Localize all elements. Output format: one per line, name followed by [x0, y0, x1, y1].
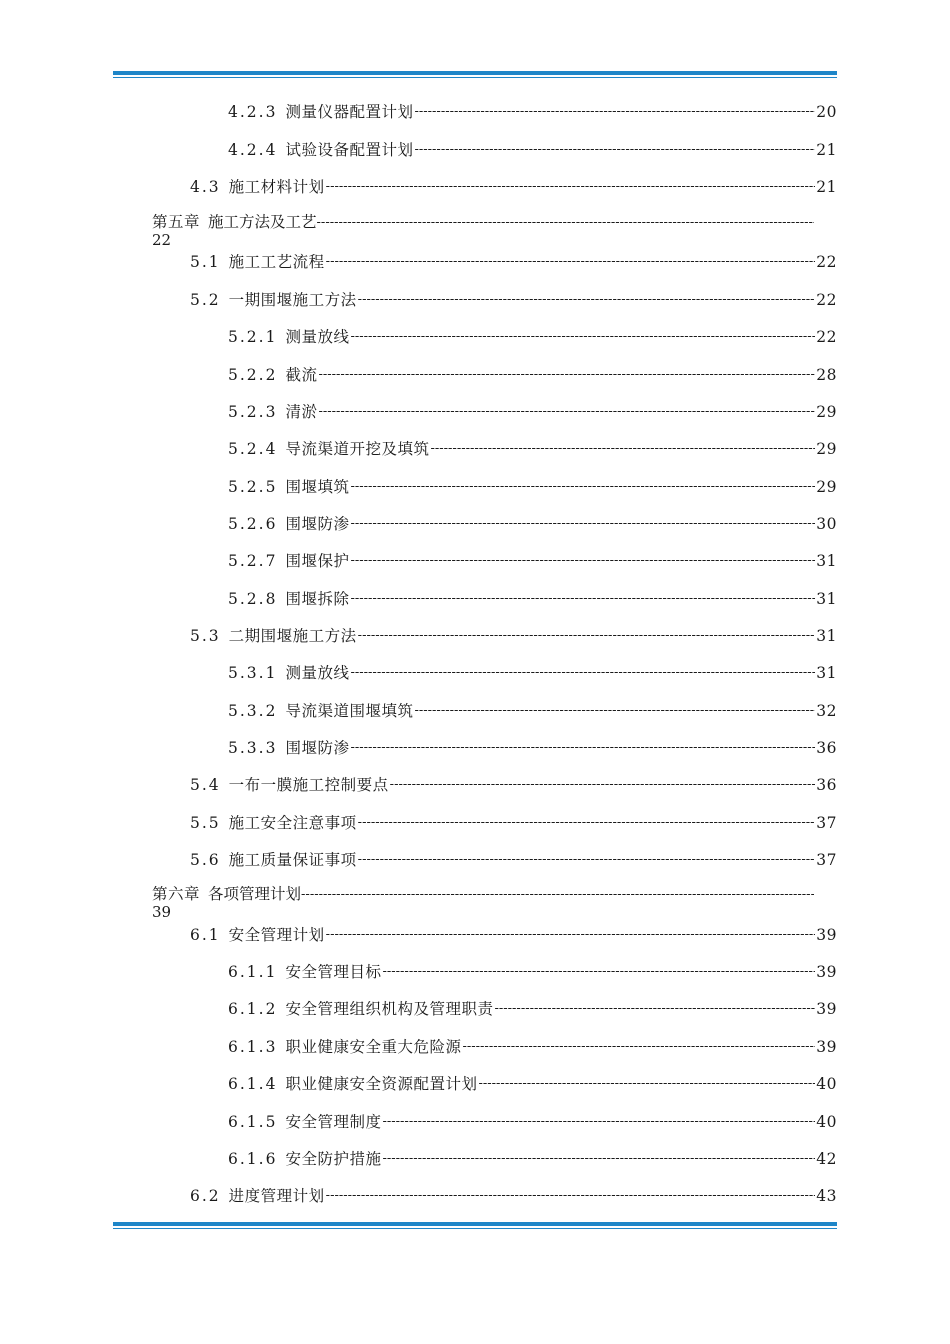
toc-title: 导流渠道开挖及填筑 [285, 440, 430, 458]
toc-number: 5.2.2 [228, 366, 278, 384]
toc-title: 试验设备配置计划 [285, 141, 414, 159]
toc-number: 5.2.4 [228, 440, 278, 458]
toc-page-number: 22 [152, 231, 172, 249]
toc-number: 5.3.1 [228, 664, 278, 682]
toc-leader [382, 960, 815, 984]
toc-title: 施工安全注意事项 [228, 814, 357, 832]
toc-leader [414, 100, 815, 124]
toc-leader [350, 549, 815, 573]
toc-leader [350, 587, 815, 611]
toc-entry-5-2-7[interactable] [228, 549, 837, 573]
toc-leader [350, 736, 815, 760]
toc-page-number: 39 [816, 926, 837, 944]
toc-page-number: 30 [816, 515, 837, 533]
toc-page-number: 39 [816, 1000, 837, 1018]
toc-title: 围堰保护 [285, 552, 350, 570]
toc-title: 二期围堰施工方法 [228, 627, 357, 645]
toc-number: 5.3.3 [228, 739, 278, 757]
toc-title: 一布一膜施工控制要点 [228, 776, 389, 794]
toc-leader [382, 1110, 815, 1134]
toc-entry-4-3[interactable] [190, 175, 837, 199]
toc-number: 6.1.6 [228, 1150, 278, 1168]
toc-page-number: 22 [816, 328, 837, 346]
toc-title: 进度管理计划 [228, 1187, 325, 1205]
toc-entry-5-3[interactable] [190, 624, 837, 648]
toc-number: 第六章 [152, 885, 201, 903]
toc-leader [318, 363, 815, 387]
toc-entry-6-1-4[interactable] [228, 1072, 837, 1096]
toc-title: 导流渠道围堰填筑 [285, 702, 414, 720]
toc-page-number: 31 [816, 590, 837, 608]
toc-entry-5-2-5[interactable] [228, 475, 837, 499]
toc-title: 安全管理制度 [285, 1113, 382, 1131]
toc-title: 各项管理计划 [208, 885, 302, 903]
toc-title: 围堰填筑 [285, 478, 350, 496]
toc-leader [350, 512, 815, 536]
toc-entry-6-1-6[interactable] [228, 1147, 837, 1171]
toc-page-number: 20 [816, 103, 837, 121]
toc-leader [430, 437, 815, 461]
toc-number: 5.2.5 [228, 478, 278, 496]
toc-number: 5.2.8 [228, 590, 278, 608]
footer-rule [113, 1222, 837, 1229]
toc-leader [358, 624, 816, 648]
toc-number: 5.6 [190, 851, 221, 869]
toc-title: 清淤 [285, 403, 318, 421]
toc-number: 第五章 [152, 213, 201, 231]
toc-entry-5-2-2[interactable] [228, 363, 837, 387]
toc-chapter-ch5[interactable] [152, 210, 814, 248]
toc-page-number: 31 [816, 664, 837, 682]
toc-number: 5.2.7 [228, 552, 278, 570]
toc-number: 5.3 [190, 627, 221, 645]
toc-chapter-ch6[interactable] [152, 882, 814, 920]
toc-leader [350, 325, 815, 349]
toc-entry-5-3-2[interactable] [228, 699, 837, 723]
toc-number: 6.2 [190, 1187, 221, 1205]
toc-number: 6.1.3 [228, 1038, 278, 1056]
header-rule [113, 71, 837, 78]
toc-page-number: 32 [816, 702, 837, 720]
toc-entry-4-2-4[interactable] [228, 138, 837, 162]
toc-entry-5-1[interactable] [190, 250, 837, 274]
toc-number: 5.2 [190, 291, 221, 309]
toc-page-number: 40 [816, 1113, 837, 1131]
toc-number: 4.2.4 [228, 141, 278, 159]
toc-leader [326, 923, 816, 947]
toc-leader [301, 885, 814, 904]
toc-page-number: 29 [816, 440, 837, 458]
toc-entry-6-1-5[interactable] [228, 1110, 837, 1134]
toc-leader [358, 288, 816, 312]
toc-title: 测量放线 [285, 664, 350, 682]
toc-page-number: 21 [816, 178, 837, 196]
toc-entry-6-1-3[interactable] [228, 1035, 837, 1059]
toc-title: 安全管理目标 [285, 963, 382, 981]
toc-leader [318, 400, 815, 424]
toc-page-number: 31 [816, 552, 837, 570]
toc-page-number: 31 [816, 627, 837, 645]
toc-entry-5-6[interactable] [190, 848, 837, 872]
toc-page-number: 28 [816, 366, 837, 384]
toc-leader [350, 661, 815, 685]
toc-entry-5-2-1[interactable] [228, 325, 837, 349]
toc-title: 截流 [285, 366, 318, 384]
toc-number: 5.3.2 [228, 702, 278, 720]
toc-leader [494, 997, 815, 1021]
toc-page-number: 29 [816, 478, 837, 496]
toc-leader [358, 811, 816, 835]
toc-number: 6.1.2 [228, 1000, 278, 1018]
toc-title: 测量放线 [285, 328, 350, 346]
toc-title: 安全管理计划 [228, 926, 325, 944]
toc-leader [390, 773, 816, 797]
toc-page-number: 39 [816, 963, 837, 981]
toc-entry-5-5[interactable] [190, 811, 837, 835]
toc-page-number: 43 [816, 1187, 837, 1205]
toc-title: 施工方法及工艺 [208, 213, 317, 231]
toc-number: 6.1.1 [228, 963, 278, 981]
toc-title: 围堰拆除 [285, 590, 350, 608]
toc-number: 4.3 [190, 178, 221, 196]
toc-entry-5-4[interactable] [190, 773, 837, 797]
toc-leader [462, 1035, 815, 1059]
toc-page-number: 22 [816, 253, 837, 271]
toc-number: 6.1 [190, 926, 221, 944]
toc-number: 5.2.1 [228, 328, 278, 346]
toc-leader [414, 138, 815, 162]
toc-entry-6-1-2[interactable] [228, 997, 837, 1021]
toc-title: 测量仪器配置计划 [285, 103, 414, 121]
toc-leader [358, 848, 816, 872]
toc-number: 5.2.3 [228, 403, 278, 421]
toc-number: 5.4 [190, 776, 221, 794]
toc-entry-5-2-6[interactable] [228, 512, 837, 536]
toc-page-number: 37 [816, 851, 837, 869]
toc-title: 安全防护措施 [285, 1150, 382, 1168]
toc-leader [326, 1184, 816, 1208]
toc-entry-5-2-8[interactable] [228, 587, 837, 611]
toc-leader [326, 250, 816, 274]
toc-leader [326, 175, 816, 199]
toc-page-number: 39 [816, 1038, 837, 1056]
toc-page-number: 36 [816, 776, 837, 794]
toc-page-number: 42 [816, 1150, 837, 1168]
toc-number: 6.1.4 [228, 1075, 278, 1093]
toc-title: 施工工艺流程 [228, 253, 325, 271]
toc-title: 一期围堰施工方法 [228, 291, 357, 309]
toc-number: 5.5 [190, 814, 221, 832]
toc-title: 职业健康安全资源配置计划 [285, 1075, 478, 1093]
toc-number: 6.1.5 [228, 1113, 278, 1131]
toc-entry-6-1[interactable] [190, 923, 837, 947]
toc-leader [478, 1072, 815, 1096]
toc-entry-6-1-1[interactable] [228, 960, 837, 984]
toc-title: 围堰防渗 [285, 515, 350, 533]
toc-page-number: 29 [816, 403, 837, 421]
toc-leader [382, 1147, 815, 1171]
toc-number: 4.2.3 [228, 103, 278, 121]
toc-number: 5.2.6 [228, 515, 278, 533]
toc-entry-5-3-1[interactable] [228, 661, 837, 685]
toc-page-number: 40 [816, 1075, 837, 1093]
toc-number: 5.1 [190, 253, 221, 271]
toc-leader [414, 699, 815, 723]
toc-title: 职业健康安全重大危险源 [285, 1038, 462, 1056]
toc-entry-5-2[interactable] [190, 288, 837, 312]
toc-title: 围堰防渗 [285, 739, 350, 757]
toc-leader [317, 213, 814, 232]
toc-page-number: 36 [816, 739, 837, 757]
toc-entry-5-2-3[interactable] [228, 400, 837, 424]
toc-title: 安全管理组织机构及管理职责 [285, 1000, 494, 1018]
toc-title: 施工质量保证事项 [228, 851, 357, 869]
toc-leader [350, 475, 815, 499]
toc-entry-5-3-3[interactable] [228, 736, 837, 760]
toc-title: 施工材料计划 [228, 178, 325, 196]
toc-entry-6-2[interactable] [190, 1184, 837, 1208]
toc-page-number: 39 [152, 903, 172, 921]
toc-entry-4-2-3[interactable] [228, 100, 837, 124]
toc-page-number: 22 [816, 291, 837, 309]
toc-page-number: 37 [816, 814, 837, 832]
toc-page-number: 21 [816, 141, 837, 159]
toc-entry-5-2-4[interactable] [228, 437, 837, 461]
